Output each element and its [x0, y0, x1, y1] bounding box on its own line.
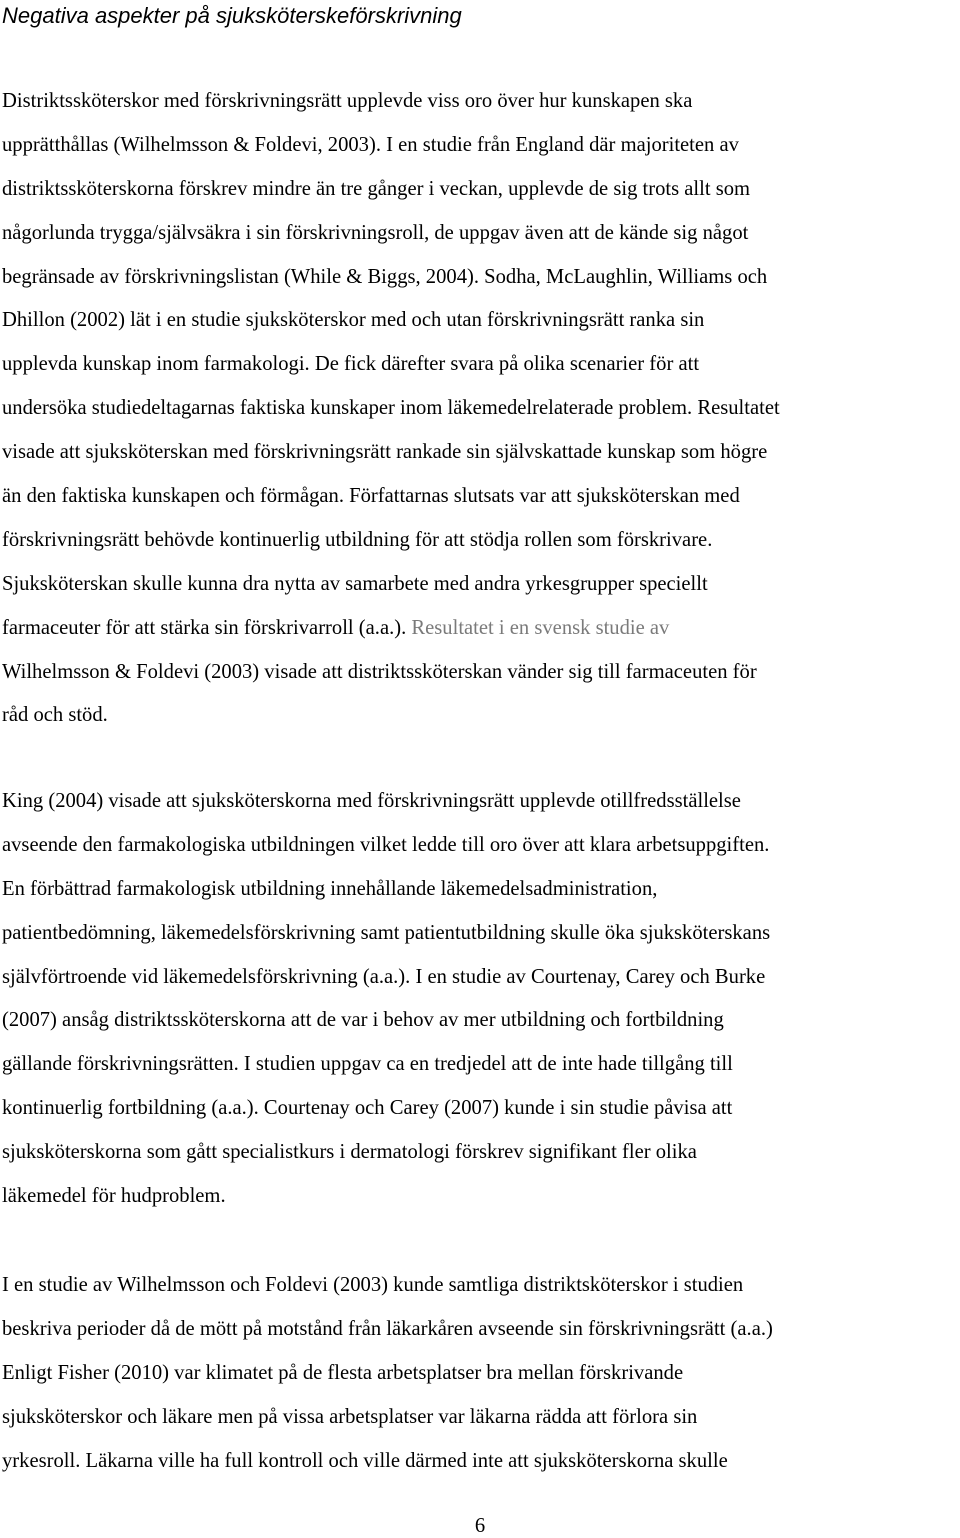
paragraph-2 — [2, 780, 958, 1219]
text-line: visade att sjuksköterskan med förskrivningsrätt rankade sin självskattade kunskap som högre — [2, 441, 768, 464]
text-line: läkemedel för hudproblem. — [2, 1185, 226, 1208]
text-segment: farmaceuter för att stärka sin förskrivarroll (a.a.). — [2, 616, 412, 639]
text-line: självförtroende vid läkemedelsförskrivning (a.a.). I en studie av Courtenay, Carey och Burke — [2, 965, 766, 988]
text-line: sjuksköterskor och läkare men på vissa arbetsplatser var läkarna rädda att förlora sin — [2, 1405, 698, 1428]
text-line: Enligt Fisher (2010) var klimatet på de flesta arbetsplatser bra mellan förskrivande — [2, 1361, 684, 1384]
text-line: någorlunda trygga/självsäkra i sin förskrivningsroll, de uppgav även att de kände sig något — [2, 221, 749, 244]
page-header-title: Negativa aspekter på sjuksköterskeförskrivning — [2, 3, 462, 28]
gray-text-segment: Resultatet i en svensk studie av — [411, 616, 670, 639]
text-line: gällande förskrivningsrätten. I studien uppgav ca en tredjedel att de inte hade tillgång till — [2, 1053, 733, 1076]
text-line: Wilhelmsson & Foldevi (2003) visade att distriktssköterskan vänder sig till farmaceuten för — [2, 660, 757, 683]
text-line: begränsade av förskrivningslistan (While & Biggs, 2004). Sodha, McLaughlin, Williams och — [2, 265, 768, 288]
page-number: 6 — [474, 1515, 486, 1537]
text-line: råd och stöd. — [2, 704, 108, 727]
text-line: än den faktiska kunskapen och förmågan. Författarnas slutsats var att sjuksköterskan med — [2, 485, 740, 508]
text-line: upprätthållas (Wilhelmsson & Foldevi, 2003). I en studie från England där majoriteten av — [2, 133, 739, 156]
text-line: King (2004) visade att sjuksköterskorna med förskrivningsrätt upplevde otillfredsställelse — [2, 790, 741, 812]
paragraph-3 — [2, 1264, 958, 1483]
paragraph-1 — [2, 80, 958, 738]
text-line-mixed — [2, 607, 958, 651]
text-line: Sjuksköterskan skulle kunna dra nytta av samarbete med andra yrkesgrupper speciellt — [2, 572, 708, 595]
text-line: förskrivningsrätt behövde kontinuerlig utbildning för att stödja rollen som förskrivare. — [2, 528, 713, 551]
text-line: I en studie av Wilhelmsson och Foldevi (2003) kunde samtliga distriktsköterskor i studien — [2, 1274, 744, 1296]
text-line: (2007) ansåg distriktssköterskorna att de var i behov av mer utbildning och fortbildning — [2, 1009, 724, 1032]
text-line: beskriva perioder då de mött på motstånd från läkarkåren avseende sin förskrivningsrätt (a.a.) — [2, 1317, 773, 1340]
text-line: sjuksköterskorna som gått specialistkurs i dermatologi förskrev signifikant fler olika — [2, 1141, 697, 1164]
text-line: avseende den farmakologiska utbildningen vilket ledde till oro över att klara arbetsuppgiften. — [2, 833, 770, 856]
text-line: Distriktssköterskor med förskrivningsrätt upplevde viss oro över hur kunskapen ska — [2, 90, 693, 112]
text-line: undersöka studiedeltagarnas faktiska kunskaper inom läkemedelrelaterade problem. Resultatet — [2, 397, 780, 420]
text-line: En förbättrad farmakologisk utbildning innehållande läkemedelsadministration, — [2, 877, 658, 900]
text-line: Dhillon (2002) lät i en studie sjuksköterskor med och utan förskrivningsrätt ranka sin — [2, 309, 705, 332]
text-line: upplevda kunskap inom farmakologi. De fick därefter svara på olika scenarier för att — [2, 353, 700, 376]
text-line: patientbedömning, läkemedelsförskrivning samt patientutbildning skulle öka sjuksköterskans — [2, 921, 771, 944]
text-line: kontinuerlig fortbildning (a.a.). Courtenay och Carey (2007) kunde i sin studie påvisa att — [2, 1097, 733, 1120]
text-line: yrkesroll. Läkarna ville ha full kontroll och ville därmed inte att sjuksköterskorna skulle — [2, 1449, 728, 1472]
text-line: distriktssköterskorna förskrev mindre än tre gånger i veckan, upplevde de sig trots allt som — [2, 177, 751, 200]
